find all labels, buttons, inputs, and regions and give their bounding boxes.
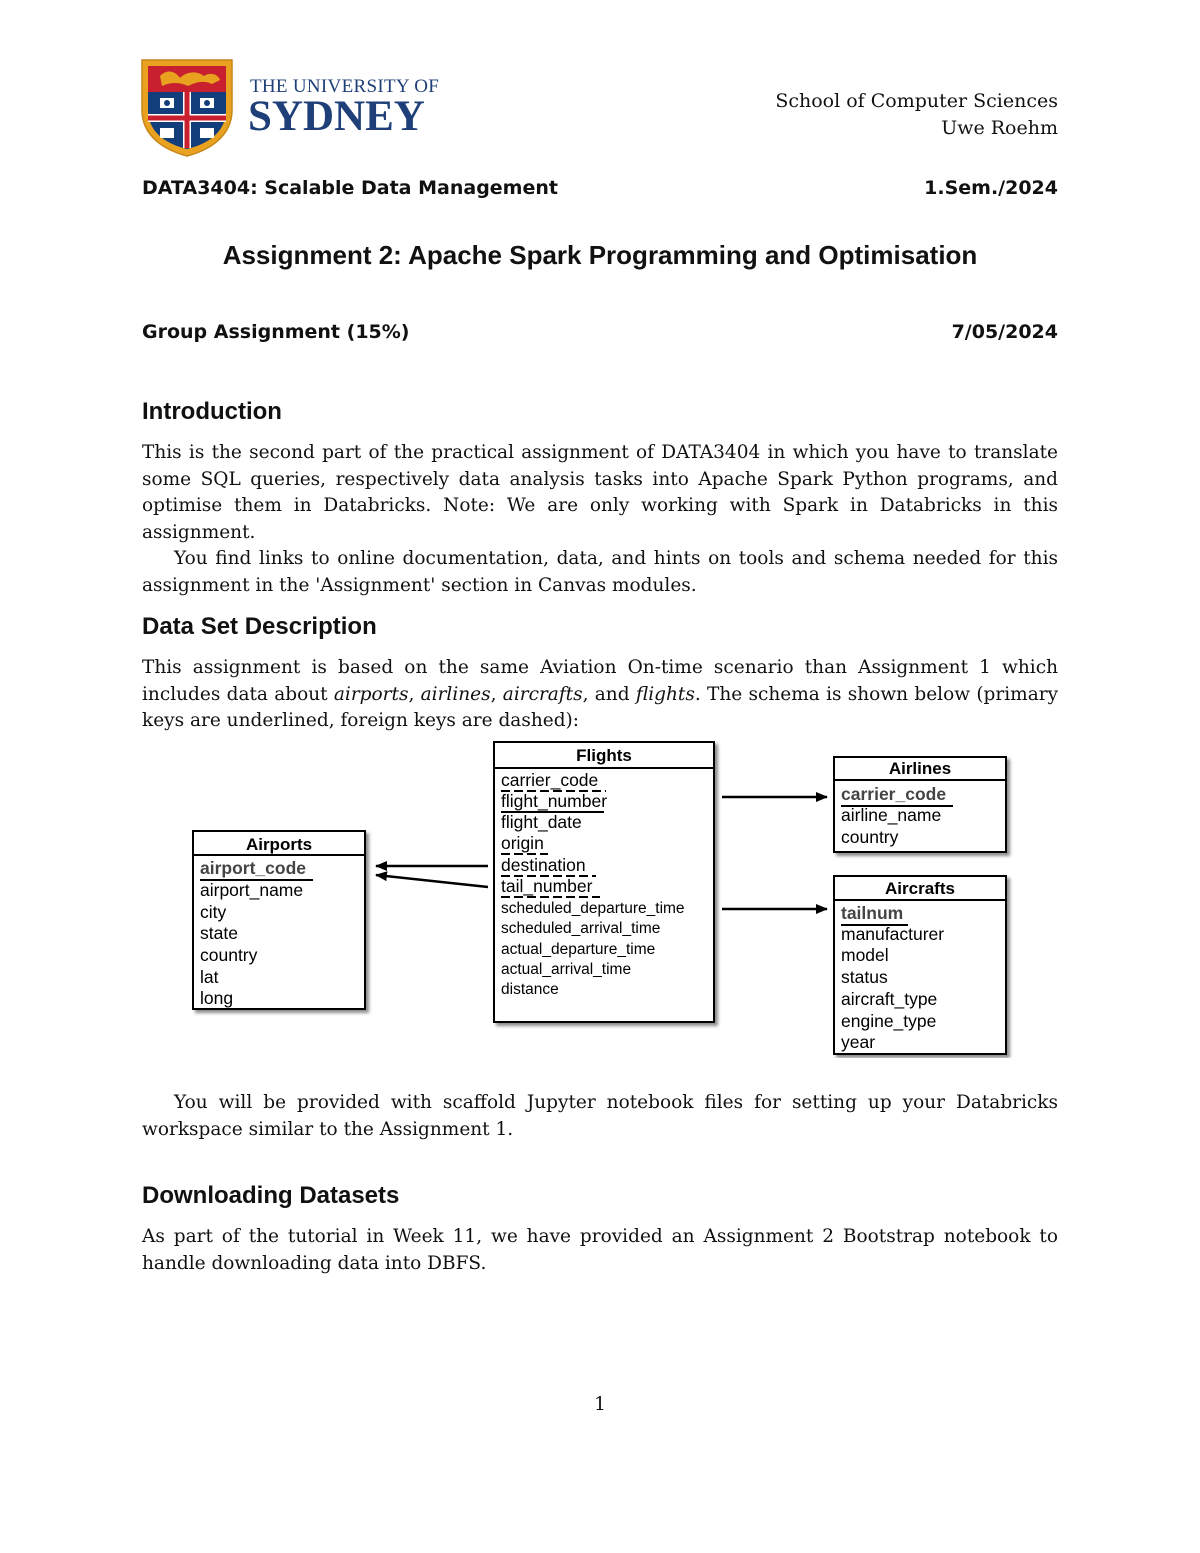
- field-airport-name: airport_name: [200, 880, 304, 900]
- aircrafts-table: [834, 876, 1006, 1054]
- introduction-text: [142, 440, 1058, 600]
- paragraph: This is the second part of the practical assignment of DATA3404 in which you have to translate some SQL queries, respectively data analysis tasks into Apache Spark Python programs, and optimise them in Databricks. Note: We are only working with Spark in Databricks in this assignment.: [142, 442, 1058, 543]
- field-origin: origin: [501, 833, 544, 853]
- field-state: state: [200, 923, 238, 943]
- due-date: 7/05/2024: [951, 321, 1058, 343]
- field-country: country: [200, 945, 258, 965]
- table-title: Airlines: [888, 759, 952, 778]
- author-name: Uwe Roehm: [941, 117, 1058, 139]
- group-row: [142, 321, 1058, 343]
- field-city: city: [200, 902, 227, 922]
- emphasis: aircrafts: [502, 683, 583, 705]
- group-assignment-label: Group Assignment (15%): [142, 321, 410, 343]
- flights-table: [494, 742, 714, 1022]
- text-span: , and: [582, 683, 636, 705]
- field-scheduled-arrival-time: scheduled_arrival_time: [501, 920, 661, 937]
- field-airline-name: airline_name: [841, 805, 942, 825]
- school-name: School of Computer Sciences: [775, 90, 1058, 112]
- airlines-table: [834, 757, 1006, 852]
- page-number: 1: [594, 1394, 606, 1415]
- crest-icon: [142, 60, 232, 156]
- download-text: [142, 1224, 1058, 1277]
- paragraph: [142, 655, 1058, 735]
- assignment-title: Assignment 2: Apache Spark Programming and Optimisation: [222, 240, 978, 270]
- field-country: country: [841, 827, 899, 847]
- text-span: . The schema is shown below (primary keys are underlined, foreign keys are dashed):: [142, 683, 1059, 732]
- school-info: [775, 88, 1058, 142]
- field-long: long: [200, 988, 234, 1008]
- text-span: ,: [408, 683, 421, 705]
- logo-text-line2: SYDNEY: [248, 93, 425, 140]
- table-title: Aircrafts: [885, 879, 955, 898]
- dataset-text: [142, 655, 1058, 735]
- university-logo: [140, 58, 440, 158]
- course-title: DATA3404: Scalable Data Management: [142, 177, 558, 199]
- emphasis: airports: [333, 683, 409, 705]
- field-scheduled-departure-time: scheduled_departure_time: [501, 900, 685, 917]
- field-actual-arrival-time: actual_arrival_time: [501, 961, 632, 978]
- paragraph: You will be provided with scaffold Jupyter notebook files for setting up your Databricks workspace similar to the Assignment 1.: [142, 1092, 1058, 1140]
- field-carrier-code: carrier_code: [841, 784, 947, 804]
- paragraph: As part of the tutorial in Week 11, we have provided an Assignment 2 Bootstrap notebook to handle downloading data into DBFS.: [142, 1226, 1058, 1274]
- paragraph: You find links to online documentation, data, and hints on tools and schema needed for this assignment in the 'Assignment' section in Canvas modules.: [142, 548, 1058, 596]
- table-title: Flights: [576, 746, 632, 765]
- field-year: year: [841, 1032, 876, 1052]
- field-manufacturer: manufacturer: [841, 924, 945, 944]
- section-heading-downloading: Downloading Datasets: [142, 1182, 400, 1209]
- table-title: Airports: [245, 835, 313, 854]
- fk-arrow-destination-to-airports: [376, 875, 488, 887]
- section-heading-introduction: Introduction: [142, 398, 282, 425]
- field-destination: destination: [501, 855, 586, 875]
- field-aircraft-type: aircraft_type: [841, 989, 938, 1009]
- text-span: ,: [490, 683, 503, 705]
- text-span: This assignment is based on the same Aviation On-time scenario than Assignment 1 which includes data about: [142, 657, 1058, 705]
- emphasis: flights: [635, 683, 695, 705]
- field-tail-number: tail_number: [501, 876, 593, 896]
- course-row: [142, 177, 1058, 199]
- field-carrier-code: carrier_code: [501, 770, 599, 790]
- emphasis: airlines: [420, 683, 491, 705]
- field-actual-departure-time: actual_departure_time: [501, 941, 656, 958]
- field-tailnum: tailnum: [841, 903, 904, 923]
- field-status: status: [841, 967, 888, 987]
- field-flight-number: flight_number: [501, 791, 608, 811]
- field-lat: lat: [200, 967, 219, 987]
- scaffold-text: [142, 1090, 1058, 1143]
- logo-text-line1: THE UNIVERSITY OF: [250, 76, 440, 97]
- field-model: model: [841, 945, 889, 965]
- semester: 1.Sem./2024: [924, 177, 1058, 199]
- field-engine-type: engine_type: [841, 1011, 937, 1031]
- schema-diagram: [180, 738, 1020, 1058]
- section-heading-dataset: Data Set Description: [142, 613, 377, 640]
- airports-table: [193, 831, 365, 1009]
- field-distance: distance: [501, 981, 559, 998]
- field-airport-code: airport_code: [200, 858, 306, 878]
- field-flight-date: flight_date: [501, 812, 582, 832]
